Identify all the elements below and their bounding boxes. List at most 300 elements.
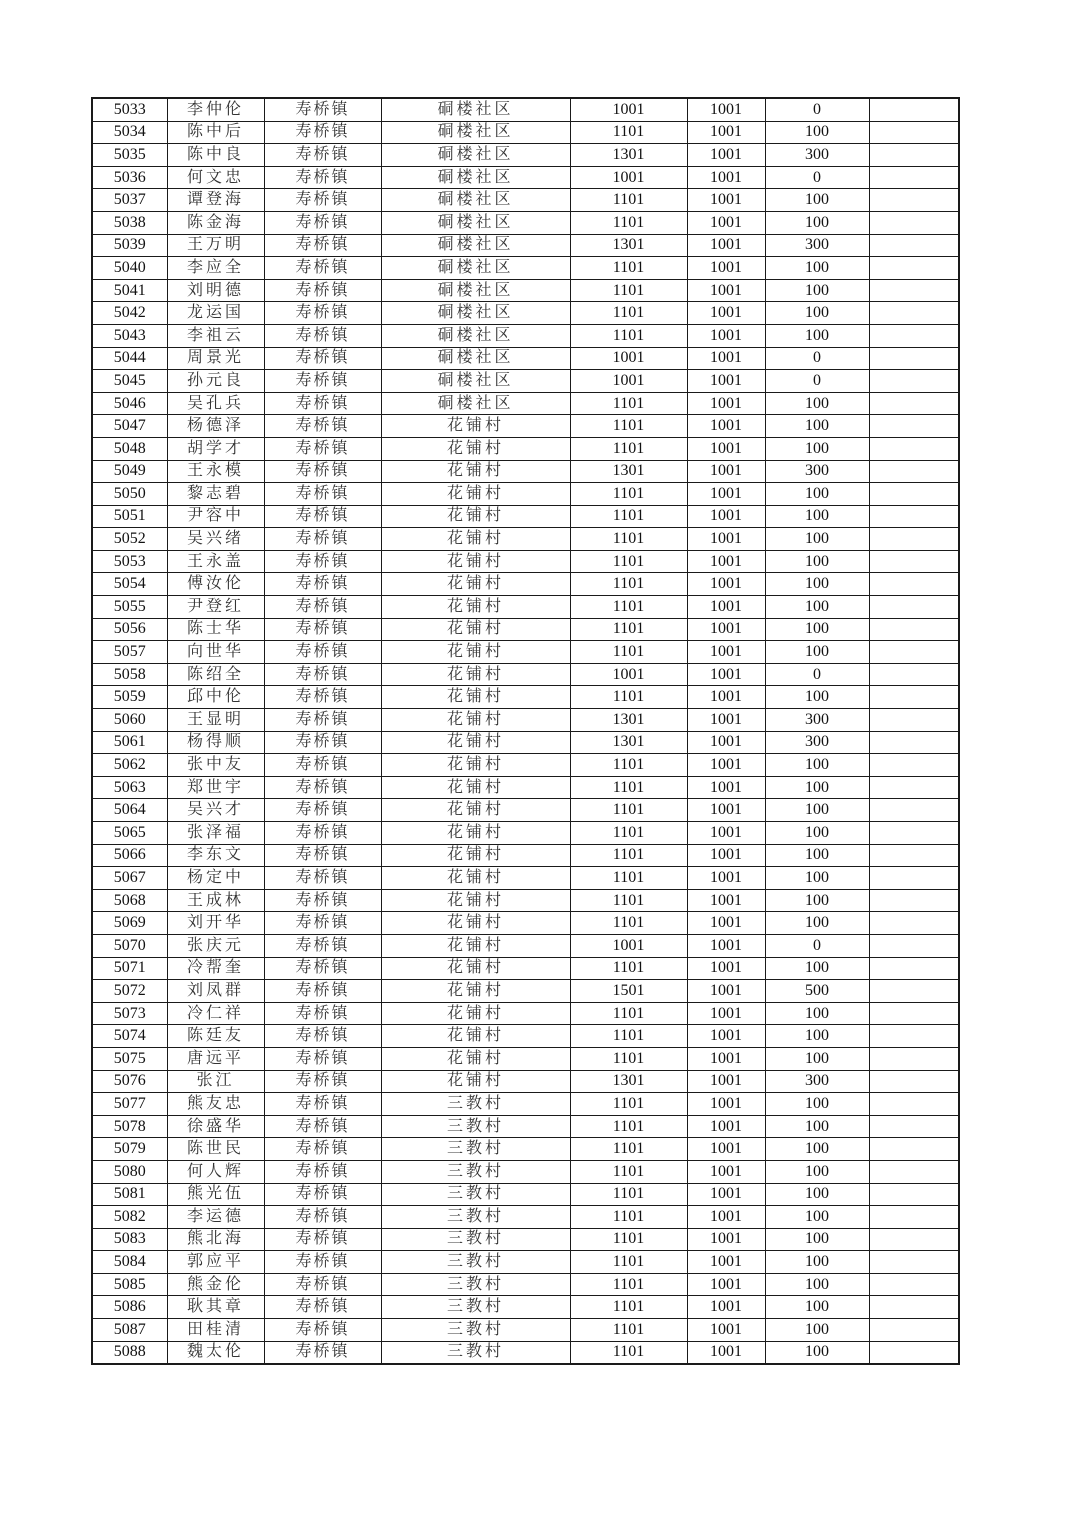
town-cell: 寿桥镇 [264, 1319, 381, 1342]
village-cell: 花铺村 [381, 550, 570, 573]
amount-cell: 100 [765, 528, 869, 551]
note-cell [869, 324, 959, 347]
amount-cell: 100 [765, 799, 869, 822]
town-cell: 寿桥镇 [264, 1138, 381, 1161]
amount-cell: 100 [765, 957, 869, 980]
village-cell: 花铺村 [381, 934, 570, 957]
row-id-cell: 5073 [92, 1002, 167, 1025]
row-id-cell: 5037 [92, 189, 167, 212]
table-row [92, 1025, 959, 1048]
code-b-cell: 1001 [687, 98, 765, 121]
code-b-cell: 1001 [687, 347, 765, 370]
amount-cell: 100 [765, 1115, 869, 1138]
code-b-cell: 1001 [687, 889, 765, 912]
village-cell: 三教村 [381, 1138, 570, 1161]
note-cell [869, 1002, 959, 1025]
amount-cell: 100 [765, 822, 869, 845]
note-cell [869, 686, 959, 709]
table-row [92, 1093, 959, 1116]
table-row [92, 392, 959, 415]
note-cell [869, 776, 959, 799]
row-id-cell: 5070 [92, 934, 167, 957]
name-cell: 田桂清 [167, 1319, 264, 1342]
code-b-cell: 1001 [687, 799, 765, 822]
name-cell: 熊北海 [167, 1228, 264, 1251]
row-id-cell: 5071 [92, 957, 167, 980]
amount-cell: 100 [765, 211, 869, 234]
code-b-cell: 1001 [687, 663, 765, 686]
code-b-cell: 1001 [687, 686, 765, 709]
row-id-cell: 5052 [92, 528, 167, 551]
table-row [92, 1228, 959, 1251]
town-cell: 寿桥镇 [264, 573, 381, 596]
amount-cell: 100 [765, 912, 869, 935]
amount-cell: 100 [765, 189, 869, 212]
code-b-cell: 1001 [687, 1025, 765, 1048]
table-row [92, 663, 959, 686]
row-id-cell: 5086 [92, 1296, 167, 1319]
town-cell: 寿桥镇 [264, 889, 381, 912]
row-id-cell: 5049 [92, 460, 167, 483]
code-b-cell: 1001 [687, 257, 765, 280]
code-b-cell: 1001 [687, 618, 765, 641]
town-cell: 寿桥镇 [264, 957, 381, 980]
row-id-cell: 5057 [92, 641, 167, 664]
note-cell [869, 1070, 959, 1093]
row-id-cell: 5081 [92, 1183, 167, 1206]
town-cell: 寿桥镇 [264, 799, 381, 822]
village-cell: 硐楼社区 [381, 257, 570, 280]
row-id-cell: 5072 [92, 980, 167, 1003]
code-a-cell: 1101 [570, 211, 687, 234]
village-cell: 三教村 [381, 1341, 570, 1364]
note-cell [869, 1251, 959, 1274]
row-id-cell: 5060 [92, 709, 167, 732]
name-cell: 尹容中 [167, 505, 264, 528]
code-a-cell: 1101 [570, 415, 687, 438]
code-a-cell: 1101 [570, 822, 687, 845]
amount-cell: 100 [765, 596, 869, 619]
code-b-cell: 1001 [687, 1183, 765, 1206]
amount-cell: 100 [765, 302, 869, 325]
note-cell [869, 211, 959, 234]
name-cell: 李运德 [167, 1206, 264, 1229]
town-cell: 寿桥镇 [264, 279, 381, 302]
table-row [92, 1251, 959, 1274]
town-cell: 寿桥镇 [264, 166, 381, 189]
code-b-cell: 1001 [687, 1070, 765, 1093]
note-cell [869, 1093, 959, 1116]
row-id-cell: 5076 [92, 1070, 167, 1093]
code-a-cell: 1301 [570, 234, 687, 257]
amount-cell: 0 [765, 663, 869, 686]
town-cell: 寿桥镇 [264, 257, 381, 280]
table-row [92, 934, 959, 957]
name-cell: 冷仁祥 [167, 1002, 264, 1025]
town-cell: 寿桥镇 [264, 98, 381, 121]
town-cell: 寿桥镇 [264, 912, 381, 935]
town-cell: 寿桥镇 [264, 347, 381, 370]
table-row [92, 528, 959, 551]
note-cell [869, 121, 959, 144]
amount-cell: 100 [765, 1047, 869, 1070]
village-cell: 硐楼社区 [381, 370, 570, 393]
row-id-cell: 5033 [92, 98, 167, 121]
town-cell: 寿桥镇 [264, 189, 381, 212]
note-cell [869, 889, 959, 912]
town-cell: 寿桥镇 [264, 370, 381, 393]
town-cell: 寿桥镇 [264, 1025, 381, 1048]
table-row [92, 980, 959, 1003]
code-a-cell: 1101 [570, 686, 687, 709]
village-cell: 花铺村 [381, 1070, 570, 1093]
amount-cell: 100 [765, 257, 869, 280]
name-cell: 陈绍全 [167, 663, 264, 686]
table-row [92, 799, 959, 822]
table-row [92, 731, 959, 754]
note-cell [869, 189, 959, 212]
town-cell: 寿桥镇 [264, 1160, 381, 1183]
amount-cell: 100 [765, 1273, 869, 1296]
name-cell: 杨得顺 [167, 731, 264, 754]
name-cell: 孙元良 [167, 370, 264, 393]
amount-cell: 100 [765, 776, 869, 799]
name-cell: 陈世民 [167, 1138, 264, 1161]
amount-cell: 100 [765, 1341, 869, 1364]
town-cell: 寿桥镇 [264, 1002, 381, 1025]
code-a-cell: 1001 [570, 934, 687, 957]
row-id-cell: 5062 [92, 754, 167, 777]
code-a-cell: 1101 [570, 483, 687, 506]
code-b-cell: 1001 [687, 1160, 765, 1183]
village-cell: 花铺村 [381, 528, 570, 551]
town-cell: 寿桥镇 [264, 1206, 381, 1229]
row-id-cell: 5084 [92, 1251, 167, 1274]
table-row [92, 211, 959, 234]
village-cell: 硐楼社区 [381, 144, 570, 167]
row-id-cell: 5035 [92, 144, 167, 167]
row-id-cell: 5080 [92, 1160, 167, 1183]
code-b-cell: 1001 [687, 483, 765, 506]
amount-cell: 100 [765, 1251, 869, 1274]
code-b-cell: 1001 [687, 596, 765, 619]
row-id-cell: 5066 [92, 844, 167, 867]
code-b-cell: 1001 [687, 573, 765, 596]
code-a-cell: 1101 [570, 754, 687, 777]
village-cell: 三教村 [381, 1206, 570, 1229]
table-row [92, 1002, 959, 1025]
code-b-cell: 1001 [687, 731, 765, 754]
amount-cell: 0 [765, 347, 869, 370]
table-row [92, 618, 959, 641]
amount-cell: 300 [765, 234, 869, 257]
note-cell [869, 1115, 959, 1138]
amount-cell: 300 [765, 460, 869, 483]
table-row [92, 1341, 959, 1364]
row-id-cell: 5056 [92, 618, 167, 641]
name-cell: 吴兴绪 [167, 528, 264, 551]
note-cell [869, 437, 959, 460]
table-row [92, 257, 959, 280]
code-a-cell: 1101 [570, 1093, 687, 1116]
code-a-cell: 1101 [570, 776, 687, 799]
town-cell: 寿桥镇 [264, 1251, 381, 1274]
row-id-cell: 5074 [92, 1025, 167, 1048]
note-cell [869, 144, 959, 167]
village-cell: 花铺村 [381, 641, 570, 664]
row-id-cell: 5061 [92, 731, 167, 754]
row-id-cell: 5059 [92, 686, 167, 709]
name-cell: 王显明 [167, 709, 264, 732]
village-cell: 硐楼社区 [381, 279, 570, 302]
code-b-cell: 1001 [687, 189, 765, 212]
code-b-cell: 1001 [687, 460, 765, 483]
code-a-cell: 1101 [570, 1228, 687, 1251]
code-b-cell: 1001 [687, 1002, 765, 1025]
amount-cell: 100 [765, 641, 869, 664]
town-cell: 寿桥镇 [264, 1093, 381, 1116]
code-b-cell: 1001 [687, 144, 765, 167]
amount-cell: 0 [765, 934, 869, 957]
town-cell: 寿桥镇 [264, 596, 381, 619]
village-cell: 硐楼社区 [381, 98, 570, 121]
note-cell [869, 1138, 959, 1161]
table-row [92, 641, 959, 664]
amount-cell: 100 [765, 1296, 869, 1319]
code-a-cell: 1101 [570, 1251, 687, 1274]
town-cell: 寿桥镇 [264, 754, 381, 777]
amount-cell: 300 [765, 709, 869, 732]
note-cell [869, 1341, 959, 1364]
table-row [92, 1160, 959, 1183]
name-cell: 郭应平 [167, 1251, 264, 1274]
note-cell [869, 234, 959, 257]
code-b-cell: 1001 [687, 867, 765, 890]
code-b-cell: 1001 [687, 822, 765, 845]
row-id-cell: 5046 [92, 392, 167, 415]
code-a-cell: 1101 [570, 1160, 687, 1183]
table-row [92, 1115, 959, 1138]
name-cell: 吴兴才 [167, 799, 264, 822]
table-row [92, 1296, 959, 1319]
code-a-cell: 1101 [570, 324, 687, 347]
amount-cell: 100 [765, 1183, 869, 1206]
row-id-cell: 5048 [92, 437, 167, 460]
code-a-cell: 1101 [570, 1319, 687, 1342]
code-a-cell: 1301 [570, 144, 687, 167]
code-b-cell: 1001 [687, 1115, 765, 1138]
village-cell: 花铺村 [381, 573, 570, 596]
row-id-cell: 5069 [92, 912, 167, 935]
table-row [92, 867, 959, 890]
amount-cell: 100 [765, 1138, 869, 1161]
town-cell: 寿桥镇 [264, 1070, 381, 1093]
note-cell [869, 844, 959, 867]
code-a-cell: 1101 [570, 505, 687, 528]
row-id-cell: 5045 [92, 370, 167, 393]
town-cell: 寿桥镇 [264, 1341, 381, 1364]
town-cell: 寿桥镇 [264, 1115, 381, 1138]
town-cell: 寿桥镇 [264, 392, 381, 415]
table-row [92, 1047, 959, 1070]
village-cell: 花铺村 [381, 799, 570, 822]
name-cell: 向世华 [167, 641, 264, 664]
table-row [92, 98, 959, 121]
table-row [92, 347, 959, 370]
table-row [92, 234, 959, 257]
name-cell: 张泽福 [167, 822, 264, 845]
village-cell: 花铺村 [381, 437, 570, 460]
village-cell: 三教村 [381, 1115, 570, 1138]
name-cell: 张庆元 [167, 934, 264, 957]
note-cell [869, 528, 959, 551]
town-cell: 寿桥镇 [264, 1047, 381, 1070]
code-b-cell: 1001 [687, 980, 765, 1003]
village-cell: 花铺村 [381, 754, 570, 777]
name-cell: 陈廷友 [167, 1025, 264, 1048]
code-b-cell: 1001 [687, 505, 765, 528]
village-cell: 三教村 [381, 1228, 570, 1251]
row-id-cell: 5079 [92, 1138, 167, 1161]
row-id-cell: 5087 [92, 1319, 167, 1342]
amount-cell: 100 [765, 437, 869, 460]
town-cell: 寿桥镇 [264, 1296, 381, 1319]
village-cell: 硐楼社区 [381, 189, 570, 212]
code-b-cell: 1001 [687, 641, 765, 664]
note-cell [869, 957, 959, 980]
name-cell: 胡学才 [167, 437, 264, 460]
code-a-cell: 1101 [570, 618, 687, 641]
table-row [92, 121, 959, 144]
code-a-cell: 1301 [570, 460, 687, 483]
village-cell: 花铺村 [381, 596, 570, 619]
amount-cell: 0 [765, 370, 869, 393]
name-cell: 熊光伍 [167, 1183, 264, 1206]
code-a-cell: 1101 [570, 844, 687, 867]
code-a-cell: 1101 [570, 302, 687, 325]
name-cell: 熊友忠 [167, 1093, 264, 1116]
name-cell: 王成林 [167, 889, 264, 912]
code-b-cell: 1001 [687, 528, 765, 551]
village-cell: 花铺村 [381, 709, 570, 732]
village-cell: 花铺村 [381, 483, 570, 506]
code-a-cell: 1301 [570, 1070, 687, 1093]
row-id-cell: 5043 [92, 324, 167, 347]
village-cell: 花铺村 [381, 1025, 570, 1048]
row-id-cell: 5038 [92, 211, 167, 234]
amount-cell: 100 [765, 505, 869, 528]
code-b-cell: 1001 [687, 912, 765, 935]
village-cell: 硐楼社区 [381, 211, 570, 234]
row-id-cell: 5088 [92, 1341, 167, 1364]
code-b-cell: 1001 [687, 1296, 765, 1319]
code-b-cell: 1001 [687, 1251, 765, 1274]
name-cell: 熊金伦 [167, 1273, 264, 1296]
note-cell [869, 754, 959, 777]
note-cell [869, 1206, 959, 1229]
code-b-cell: 1001 [687, 370, 765, 393]
name-cell: 吴孔兵 [167, 392, 264, 415]
code-b-cell: 1001 [687, 279, 765, 302]
code-b-cell: 1001 [687, 1341, 765, 1364]
amount-cell: 0 [765, 166, 869, 189]
village-cell: 花铺村 [381, 776, 570, 799]
note-cell [869, 1183, 959, 1206]
code-b-cell: 1001 [687, 392, 765, 415]
table-row [92, 686, 959, 709]
village-cell: 花铺村 [381, 1002, 570, 1025]
town-cell: 寿桥镇 [264, 528, 381, 551]
village-cell: 花铺村 [381, 980, 570, 1003]
village-cell: 花铺村 [381, 867, 570, 890]
note-cell [869, 799, 959, 822]
town-cell: 寿桥镇 [264, 121, 381, 144]
code-b-cell: 1001 [687, 776, 765, 799]
table-row [92, 166, 959, 189]
code-a-cell: 1101 [570, 121, 687, 144]
row-id-cell: 5058 [92, 663, 167, 686]
name-cell: 尹登红 [167, 596, 264, 619]
village-cell: 花铺村 [381, 1047, 570, 1070]
name-cell: 李仲伦 [167, 98, 264, 121]
note-cell [869, 596, 959, 619]
table-row [92, 754, 959, 777]
village-cell: 硐楼社区 [381, 166, 570, 189]
row-id-cell: 5053 [92, 550, 167, 573]
name-cell: 陈金海 [167, 211, 264, 234]
table-row [92, 822, 959, 845]
town-cell: 寿桥镇 [264, 686, 381, 709]
code-b-cell: 1001 [687, 1319, 765, 1342]
note-cell [869, 980, 959, 1003]
town-cell: 寿桥镇 [264, 234, 381, 257]
code-a-cell: 1101 [570, 641, 687, 664]
note-cell [869, 415, 959, 438]
note-cell [869, 1025, 959, 1048]
code-a-cell: 1001 [570, 98, 687, 121]
code-a-cell: 1101 [570, 279, 687, 302]
town-cell: 寿桥镇 [264, 437, 381, 460]
table-row [92, 302, 959, 325]
name-cell: 张江 [167, 1070, 264, 1093]
code-a-cell: 1101 [570, 912, 687, 935]
code-a-cell: 1101 [570, 1183, 687, 1206]
amount-cell: 100 [765, 1025, 869, 1048]
town-cell: 寿桥镇 [264, 1273, 381, 1296]
row-id-cell: 5044 [92, 347, 167, 370]
code-b-cell: 1001 [687, 121, 765, 144]
name-cell: 杨德泽 [167, 415, 264, 438]
village-cell: 花铺村 [381, 415, 570, 438]
row-id-cell: 5082 [92, 1206, 167, 1229]
table-row [92, 279, 959, 302]
town-cell: 寿桥镇 [264, 1183, 381, 1206]
note-cell [869, 822, 959, 845]
town-cell: 寿桥镇 [264, 641, 381, 664]
note-cell [869, 98, 959, 121]
table-row [92, 889, 959, 912]
amount-cell: 300 [765, 1070, 869, 1093]
town-cell: 寿桥镇 [264, 709, 381, 732]
row-id-cell: 5040 [92, 257, 167, 280]
row-id-cell: 5068 [92, 889, 167, 912]
name-cell: 耿其章 [167, 1296, 264, 1319]
table-row [92, 844, 959, 867]
village-cell: 花铺村 [381, 822, 570, 845]
code-a-cell: 1101 [570, 189, 687, 212]
amount-cell: 0 [765, 98, 869, 121]
code-b-cell: 1001 [687, 754, 765, 777]
